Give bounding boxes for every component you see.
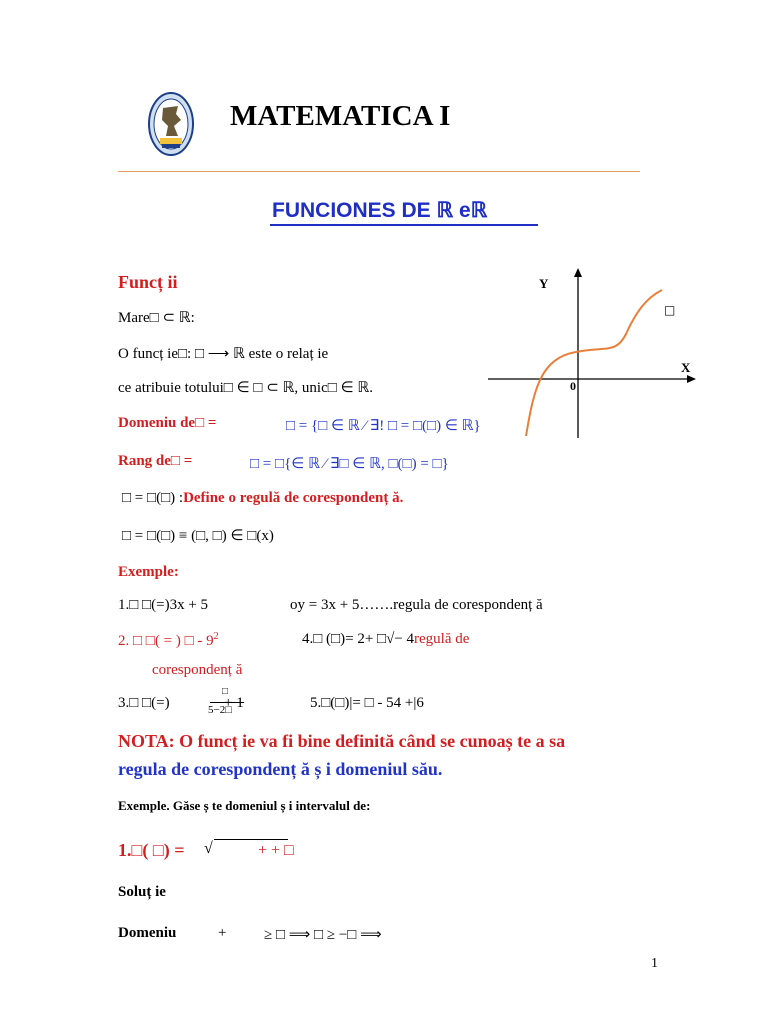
section-heading: FUNCIONES DE ℝ eℝ	[272, 199, 488, 222]
domain-solution-plus: +	[218, 925, 227, 941]
exercise-intro: Exemple. Găse ș te domeniul ș i intervalul de:	[118, 798, 371, 813]
rule-expression	[122, 490, 403, 507]
note-line-2: regula de corespondenț ă ș i domeniul său.	[118, 759, 443, 779]
example-3-numerator: □	[222, 686, 229, 697]
exercise-item-1: 1.□( □) =	[118, 840, 185, 860]
definition-line-1: Mare□ ⊂ ℝ:	[118, 310, 195, 326]
example-1-right: oy = 3x + 5…….regula de corespondenț ă	[290, 597, 543, 613]
document-title: MATEMATICA I	[230, 100, 451, 132]
definition-line-2: O funcț ie□: □ ⟶ ℝ este o relaț ie	[118, 346, 329, 362]
domain-expression: □ = {□ ∈ ℝ ⁄ ∃! □ = □(□) ∈ ℝ}	[286, 418, 481, 434]
sqrt-bar	[214, 839, 288, 840]
range-label: Rang de□ =	[118, 453, 193, 469]
example-2-formula: 2. □ □( = ) □ - 9	[118, 633, 214, 649]
example-4-suffix: regulă de	[414, 631, 470, 647]
example-2-exponent: 2	[213, 631, 219, 642]
rule-text: Define o regulă de corespondenț ă.	[183, 490, 404, 506]
x-axis-label: X	[681, 360, 691, 375]
curve-label: □	[664, 303, 676, 317]
domain-label: Domeniu de□ =	[118, 415, 217, 431]
y-axis-label: Y	[539, 276, 549, 291]
university-seal-logo	[148, 92, 194, 156]
example-3-denominator: 5−2□	[208, 704, 232, 716]
note-line-1: NOTA: O funcț ie va fi bine definită când se cunoaș te a sa	[118, 731, 566, 751]
heading-underline	[270, 224, 538, 226]
header-divider	[118, 171, 640, 172]
example-2	[118, 631, 219, 650]
pair-expression: □ = □(□) ≡ (□, □) ∈ □(x)	[122, 528, 274, 544]
sqrt-sign: √	[204, 840, 213, 857]
example-1: 1.□ □(=)3x + 5	[118, 597, 209, 613]
functii-heading: Funcț ii	[118, 272, 178, 292]
exercise-item-1-rest: + + □	[258, 842, 294, 859]
example-3-plus: + 1	[224, 695, 244, 711]
example-4-continuation: corespondenț ă	[152, 662, 243, 678]
y-axis-arrow	[574, 268, 582, 277]
x-axis-arrow	[687, 375, 696, 383]
domain-solution-expression: ≥ □ ⟹ □ ≥ −□ ⟹	[264, 927, 382, 943]
function-curve	[526, 290, 662, 436]
page-number: 1	[651, 956, 658, 971]
domain-solution-label: Domeniu	[118, 925, 177, 941]
example-5: 5.□(□)|= □ - 54 +|6	[310, 695, 424, 711]
solution-label: Soluț ie	[118, 884, 166, 900]
definition-line-3: ce atribuie totului□ ∈ □ ⊂ ℝ, unic□ ∈ ℝ.	[118, 380, 374, 396]
example-4	[302, 631, 469, 648]
examples-heading: Exemple:	[118, 564, 179, 580]
example-4-formula: 4.□ (□)= 2+ □√− 4	[302, 631, 415, 647]
example-3: 3.□ □(=)	[118, 695, 170, 711]
range-expression: □ = □{∈ ℝ ⁄ ∃□ ∈ ℝ, □(□) = □}	[250, 456, 449, 472]
origin-label: 0	[570, 379, 576, 393]
function-graph	[486, 268, 696, 440]
rule-formula: □ = □(□) :	[122, 490, 184, 506]
